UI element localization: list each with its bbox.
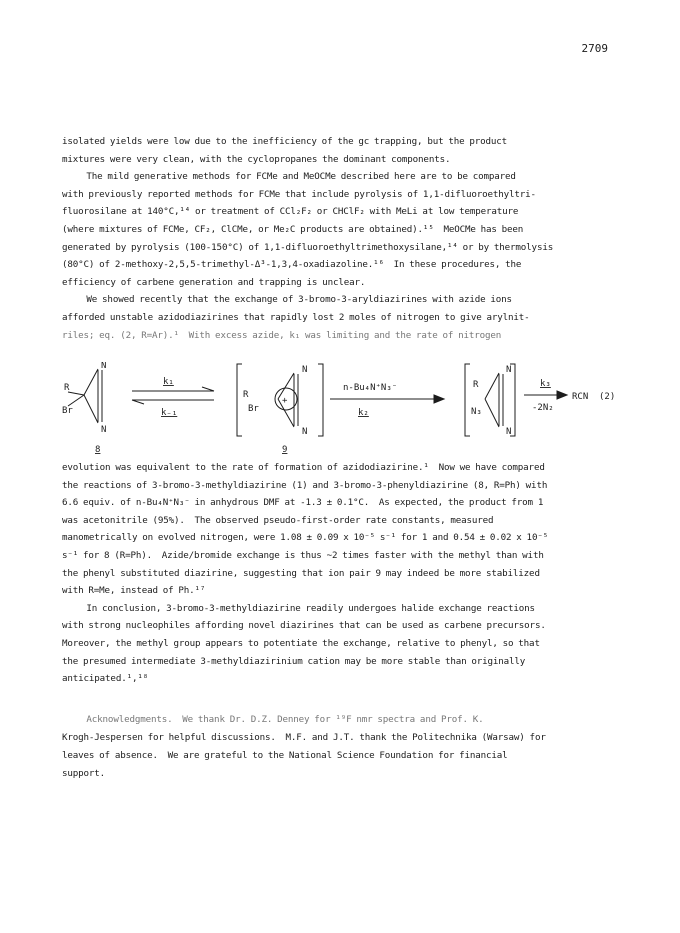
text-line: isolated yields were low due to the inefficiency of the gc trapping, but the product xyxy=(62,136,508,147)
bracket xyxy=(318,364,323,436)
text-line: We showed recently that the exchange of 3-bromo-3-aryldiazirines with azide ions xyxy=(62,294,512,306)
reaction-scheme xyxy=(62,362,622,457)
reaction-scheme-drawing xyxy=(62,362,622,457)
text-line: generated by pyrolysis (100-150°C) of 1,1-difluoroethyltrimethoxysilane,¹⁴ or by thermolysis xyxy=(62,241,554,253)
atom-n: N xyxy=(302,365,308,375)
text-line: the presumed intermediate 3-methyldiazirinium cation may be more stable than originally xyxy=(62,655,526,667)
bond xyxy=(68,395,84,406)
compound-label-9: 9 xyxy=(282,445,288,455)
equation-number: (2) xyxy=(599,392,616,402)
compound-label-8: 8 xyxy=(95,445,101,455)
bracket xyxy=(465,364,470,436)
atom-n: N xyxy=(101,425,107,435)
text-line: Acknowledgments. We thank Dr. D.Z. Denney for ¹⁹F nmr spectra and Prof. K. xyxy=(62,714,484,725)
text-line: Krogh-Jespersen for helpful discussions. M.F. and J.T. thank the Politechnika (Warsaw) for xyxy=(62,732,546,743)
atom-n: N xyxy=(506,365,512,375)
text-line: the reactions of 3-bromo-3-methyldiazirine (1) and 3-bromo-3-phenyldiazirine (8, R=Ph) with xyxy=(62,479,548,491)
bond xyxy=(485,373,499,399)
text-line: fluorosilane at 140°C,¹⁴ or treatment of CCl₂F₂ or CHClF₂ with MeLi at low temperature xyxy=(62,206,519,218)
text-line: with previously reported methods for FCMe that include pyrolysis of 1,1-difluoroethyltri- xyxy=(62,188,536,200)
text-line: In conclusion, 3-bromo-3-methyldiazirine readily undergoes halide exchange reactions xyxy=(62,602,535,614)
text-line: with strong nucleophiles affording novel diazirines that can be used as carbene precursors. xyxy=(62,620,546,632)
substituent-br: Br xyxy=(62,406,73,416)
acknowledgments xyxy=(62,711,622,783)
text-line: Moreover, the methyl group appears to potentiate the exchange, relative to phenyl, so that xyxy=(62,637,540,649)
arrow-head xyxy=(202,387,214,391)
text-line: with R=Me, instead of Ph.¹⁷ xyxy=(62,585,206,597)
text-line: manometrically on evolved nitrogen, were 1.08 ± 0.09 x 10⁻⁵ s⁻¹ for 1 and 0.54 ± 0.02 x 10⁻⁵ xyxy=(62,532,549,544)
text-line: was acetonitrile (95%). The observed pseudo-first-order rate constants, measured xyxy=(62,514,494,526)
text-line: 6.6 equiv. of n-Bu₄N⁺N₃⁻ in anhydrous DMF at -1.3 ± 0.1°C. As expected, the product from 1 xyxy=(62,497,544,509)
body-text-top xyxy=(62,133,622,344)
bond xyxy=(84,369,98,395)
bracket xyxy=(237,364,242,436)
substituent-br: Br xyxy=(248,404,259,414)
text-line: leaves of absence. We are grateful to the National Science Foundation for financial xyxy=(62,750,508,761)
text-line: the phenyl substituted diazirine, suggesting that ion pair 9 may indeed be more stabilized xyxy=(62,567,540,579)
text-line: afforded unstable azidodiazirines that rapidly lost 2 moles of nitrogen to give arylnit- xyxy=(62,311,530,323)
atom-n: N xyxy=(506,427,512,437)
positive-charge: + xyxy=(282,396,288,406)
text-line: evolution was equivalent to the rate of formation of azidodiazirine.¹ Now we have compared xyxy=(62,462,545,473)
azide-n3: N₃ xyxy=(471,407,482,417)
atom-n: N xyxy=(302,427,308,437)
text-line: anticipated.¹,¹⁸ xyxy=(62,673,149,685)
product-rcn: RCN xyxy=(572,392,589,402)
loss-of-nitrogen: -2N₂ xyxy=(532,403,554,413)
text-line: (80°C) of 2-methoxy-2,5,5-trimethyl-Δ³-1,3,4-oxadiazoline.¹⁶ In these procedures, the xyxy=(62,259,522,271)
rate-k-minus1: k₋₁ xyxy=(161,408,178,418)
rate-k3: k₃ xyxy=(540,379,551,389)
arrow-head xyxy=(557,391,567,399)
rate-k1: k₁ xyxy=(163,377,174,387)
text-line: (where mixtures of FCMe, CF₂, ClCMe, or Me₂C products are obtained).¹⁵ MeOCMe has been xyxy=(62,223,524,235)
substituent-r: R xyxy=(64,383,70,393)
text-line: s⁻¹ for 8 (R=Ph). Azide/bromide exchange is thus ~2 times faster with the methyl than with xyxy=(62,549,544,561)
page-number: 2709 xyxy=(581,42,608,55)
text-line: riles; eq. (2, R=Ar).¹ With excess azide, k₁ was limiting and the rate of nitrogen xyxy=(62,329,502,341)
text-line: mixtures were very clean, with the cyclopropanes the dominant components. xyxy=(62,153,451,165)
bond xyxy=(68,392,84,395)
substituent-r: R xyxy=(473,380,479,390)
text-line: support. xyxy=(62,768,106,779)
arrow-head xyxy=(132,400,144,404)
bond xyxy=(485,399,499,427)
text-line: The mild generative methods for FCMe and MeOCMe described here are to be compared xyxy=(62,171,516,183)
reagent: n-Bu₄N⁺N₃⁻ xyxy=(343,383,398,393)
text-line: efficiency of carbene generation and trapping is unclear. xyxy=(62,276,366,288)
substituent-r: R xyxy=(243,390,249,400)
bond xyxy=(84,395,98,423)
atom-n: N xyxy=(101,362,107,371)
rate-k2: k₂ xyxy=(358,408,369,418)
body-text-bottom xyxy=(62,459,622,688)
arrow-head xyxy=(434,395,444,403)
